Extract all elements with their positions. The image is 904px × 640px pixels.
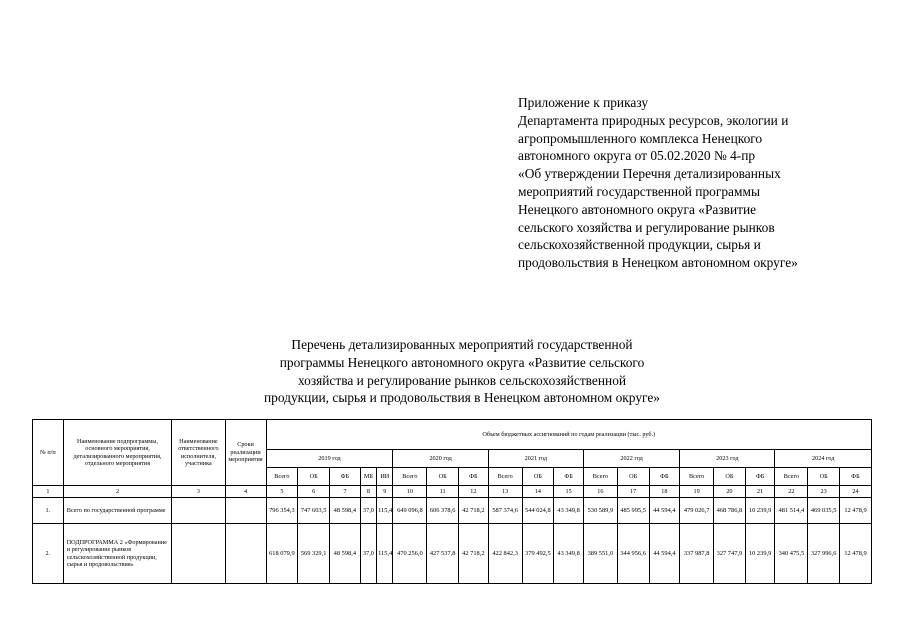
year-2023: 2023 год [680, 450, 775, 468]
cell-value: 606 378,6 [427, 498, 459, 524]
col-number: 4 [225, 486, 266, 498]
sub-ob: ОБ [808, 468, 840, 486]
cell-value: 344 956,6 [617, 524, 649, 584]
col-number: 12 [459, 486, 489, 498]
title-line: Перечень детализированных мероприятий государственной [291, 337, 633, 352]
title-line: программы Ненецкого автономного округа «Развитие сельского [279, 354, 645, 370]
col-number: 8 [360, 486, 376, 498]
budget-table [32, 419, 872, 584]
column-number-row [33, 486, 872, 498]
col-number: 2 [63, 486, 172, 498]
sub-ob: ОБ [714, 468, 746, 486]
row-num: 1. [33, 498, 64, 524]
sub-total: Всего [393, 468, 427, 486]
row-num: 2. [33, 524, 64, 584]
appendix-line: сельского хозяйства и регулирование рынков [518, 219, 775, 235]
cell-value: 37,0 [360, 524, 376, 584]
sub-fb: ФБ [649, 468, 680, 486]
sub-mb: МБ [360, 468, 376, 486]
year-2020: 2020 год [393, 450, 488, 468]
sub-total: Всего [583, 468, 617, 486]
table-row [33, 524, 872, 584]
cell-value: 389 551,0 [583, 524, 617, 584]
appendix-line: агропромышленного комплекса Ненецкого [518, 130, 763, 146]
col-number: 23 [808, 486, 840, 498]
sub-fb: ФБ [745, 468, 775, 486]
header-budget: Объем бюджетных ассигнований по годам реализации (тыс. руб.) [266, 420, 872, 450]
appendix-line: Департамента природных ресурсов, экологии и [518, 112, 789, 128]
cell-value: 649 096,8 [393, 498, 427, 524]
cell-value: 48 598,4 [330, 524, 361, 584]
cell-value: 10 239,9 [745, 524, 775, 584]
header-num: № п/п [33, 420, 64, 486]
col-number: 22 [775, 486, 808, 498]
row-executor [172, 524, 225, 584]
cell-value: 379 492,5 [522, 524, 554, 584]
cell-value: 530 589,9 [583, 498, 617, 524]
sub-ii: ИИ [377, 468, 393, 486]
cell-value: 485 995,5 [617, 498, 649, 524]
appendix-line: Приложение к приказу [518, 95, 649, 110]
sub-fb: ФБ [554, 468, 584, 486]
cell-value: 42 718,2 [459, 498, 489, 524]
sub-total: Всего [775, 468, 808, 486]
cell-value: 422 842,3 [488, 524, 522, 584]
year-2022: 2022 год [583, 450, 679, 468]
cell-value: 427 537,8 [427, 524, 459, 584]
cell-value: 44 594,4 [649, 498, 680, 524]
year-2024: 2024 год [775, 450, 872, 468]
cell-value: 569 329,1 [298, 524, 330, 584]
appendix-line: сельскохозяйственной продукции, сырья и [518, 237, 761, 253]
cell-value: 115,4 [377, 498, 393, 524]
sub-total: Всего [488, 468, 522, 486]
col-number: 18 [649, 486, 680, 498]
sub-total: Всего [266, 468, 298, 486]
row-name: ПОДПРОГРАММА 2 «Формирование и регулирование рынков сельскохозяйственной продукции, сырья и продовольствия» [63, 524, 172, 584]
sub-ob: ОБ [298, 468, 330, 486]
row-name: Всего по государственной программе [63, 498, 172, 524]
header-name: Наименование подпрограммы, основного мероприятия, детализированного мероприятия, отдельного мероприятия [63, 420, 172, 486]
cell-value: 470 256,0 [393, 524, 427, 584]
year-2019: 2019 год [266, 450, 393, 468]
col-number: 5 [266, 486, 298, 498]
col-number: 3 [172, 486, 225, 498]
col-number: 6 [298, 486, 330, 498]
cell-value: 468 786,8 [714, 498, 746, 524]
header-row [33, 420, 872, 450]
row-executor [172, 498, 225, 524]
col-number: 21 [745, 486, 775, 498]
sub-ob: ОБ [427, 468, 459, 486]
cell-value: 469 035,5 [808, 498, 840, 524]
cell-value: 48 598,4 [330, 498, 361, 524]
col-number: 10 [393, 486, 427, 498]
appendix-line: мероприятий государственной программы [518, 183, 760, 199]
cell-value: 796 354,3 [266, 498, 298, 524]
cell-value: 587 374,6 [488, 498, 522, 524]
document-title [180, 336, 744, 407]
cell-value: 618 079,9 [266, 524, 298, 584]
cell-value: 43 349,8 [554, 524, 584, 584]
cell-value: 327 996,6 [808, 524, 840, 584]
cell-value: 43 349,8 [554, 498, 584, 524]
table-row [33, 498, 872, 524]
col-number: 1 [33, 486, 64, 498]
title-line: продукции, сырья и продовольствия в Ненецком автономном округе» [264, 390, 660, 406]
sub-fb: ФБ [840, 468, 872, 486]
col-number: 19 [680, 486, 714, 498]
cell-value: 340 475,5 [775, 524, 808, 584]
cell-value: 42 718,2 [459, 524, 489, 584]
title-line: хозяйства и регулирование рынков сельскохозяйственной [297, 372, 627, 388]
sub-ob: ОБ [522, 468, 554, 486]
cell-value: 544 024,8 [522, 498, 554, 524]
sub-fb: ФБ [330, 468, 361, 486]
cell-value: 12 478,9 [840, 524, 872, 584]
cell-value: 747 603,5 [298, 498, 330, 524]
cell-value: 12 478,9 [840, 498, 872, 524]
col-number: 17 [617, 486, 649, 498]
cell-value: 37,0 [360, 498, 376, 524]
year-2021: 2021 год [488, 450, 583, 468]
appendix-line: продовольствия в Ненецком автономном округе» [518, 255, 798, 271]
col-number: 11 [427, 486, 459, 498]
appendix-header [518, 94, 878, 272]
cell-value: 44 594,4 [649, 524, 680, 584]
header-period: Сроки реализации мероприятия [225, 420, 266, 486]
appendix-line: «Об утверждении Перечня детализированных [518, 166, 781, 182]
cell-value: 479 026,7 [680, 498, 714, 524]
col-number: 9 [377, 486, 393, 498]
appendix-line: Ненецкого автономного округа «Развитие [518, 201, 757, 217]
sub-total: Всего [680, 468, 714, 486]
cell-value: 327 747,9 [714, 524, 746, 584]
col-number: 13 [488, 486, 522, 498]
cell-value: 481 514,4 [775, 498, 808, 524]
cell-value: 337 987,8 [680, 524, 714, 584]
col-number: 7 [330, 486, 361, 498]
col-number: 15 [554, 486, 584, 498]
cell-value: 10 239,9 [745, 498, 775, 524]
appendix-line: автономного округа от 05.02.2020 № 4-пр [518, 148, 756, 164]
col-number: 14 [522, 486, 554, 498]
header-executor: Наименование ответственного исполнителя, участника [172, 420, 225, 486]
sub-fb: ФБ [459, 468, 489, 486]
row-period [225, 498, 266, 524]
cell-value: 115,4 [377, 524, 393, 584]
row-period [225, 524, 266, 584]
col-number: 24 [840, 486, 872, 498]
col-number: 16 [583, 486, 617, 498]
col-number: 20 [714, 486, 746, 498]
sub-ob: ОБ [617, 468, 649, 486]
